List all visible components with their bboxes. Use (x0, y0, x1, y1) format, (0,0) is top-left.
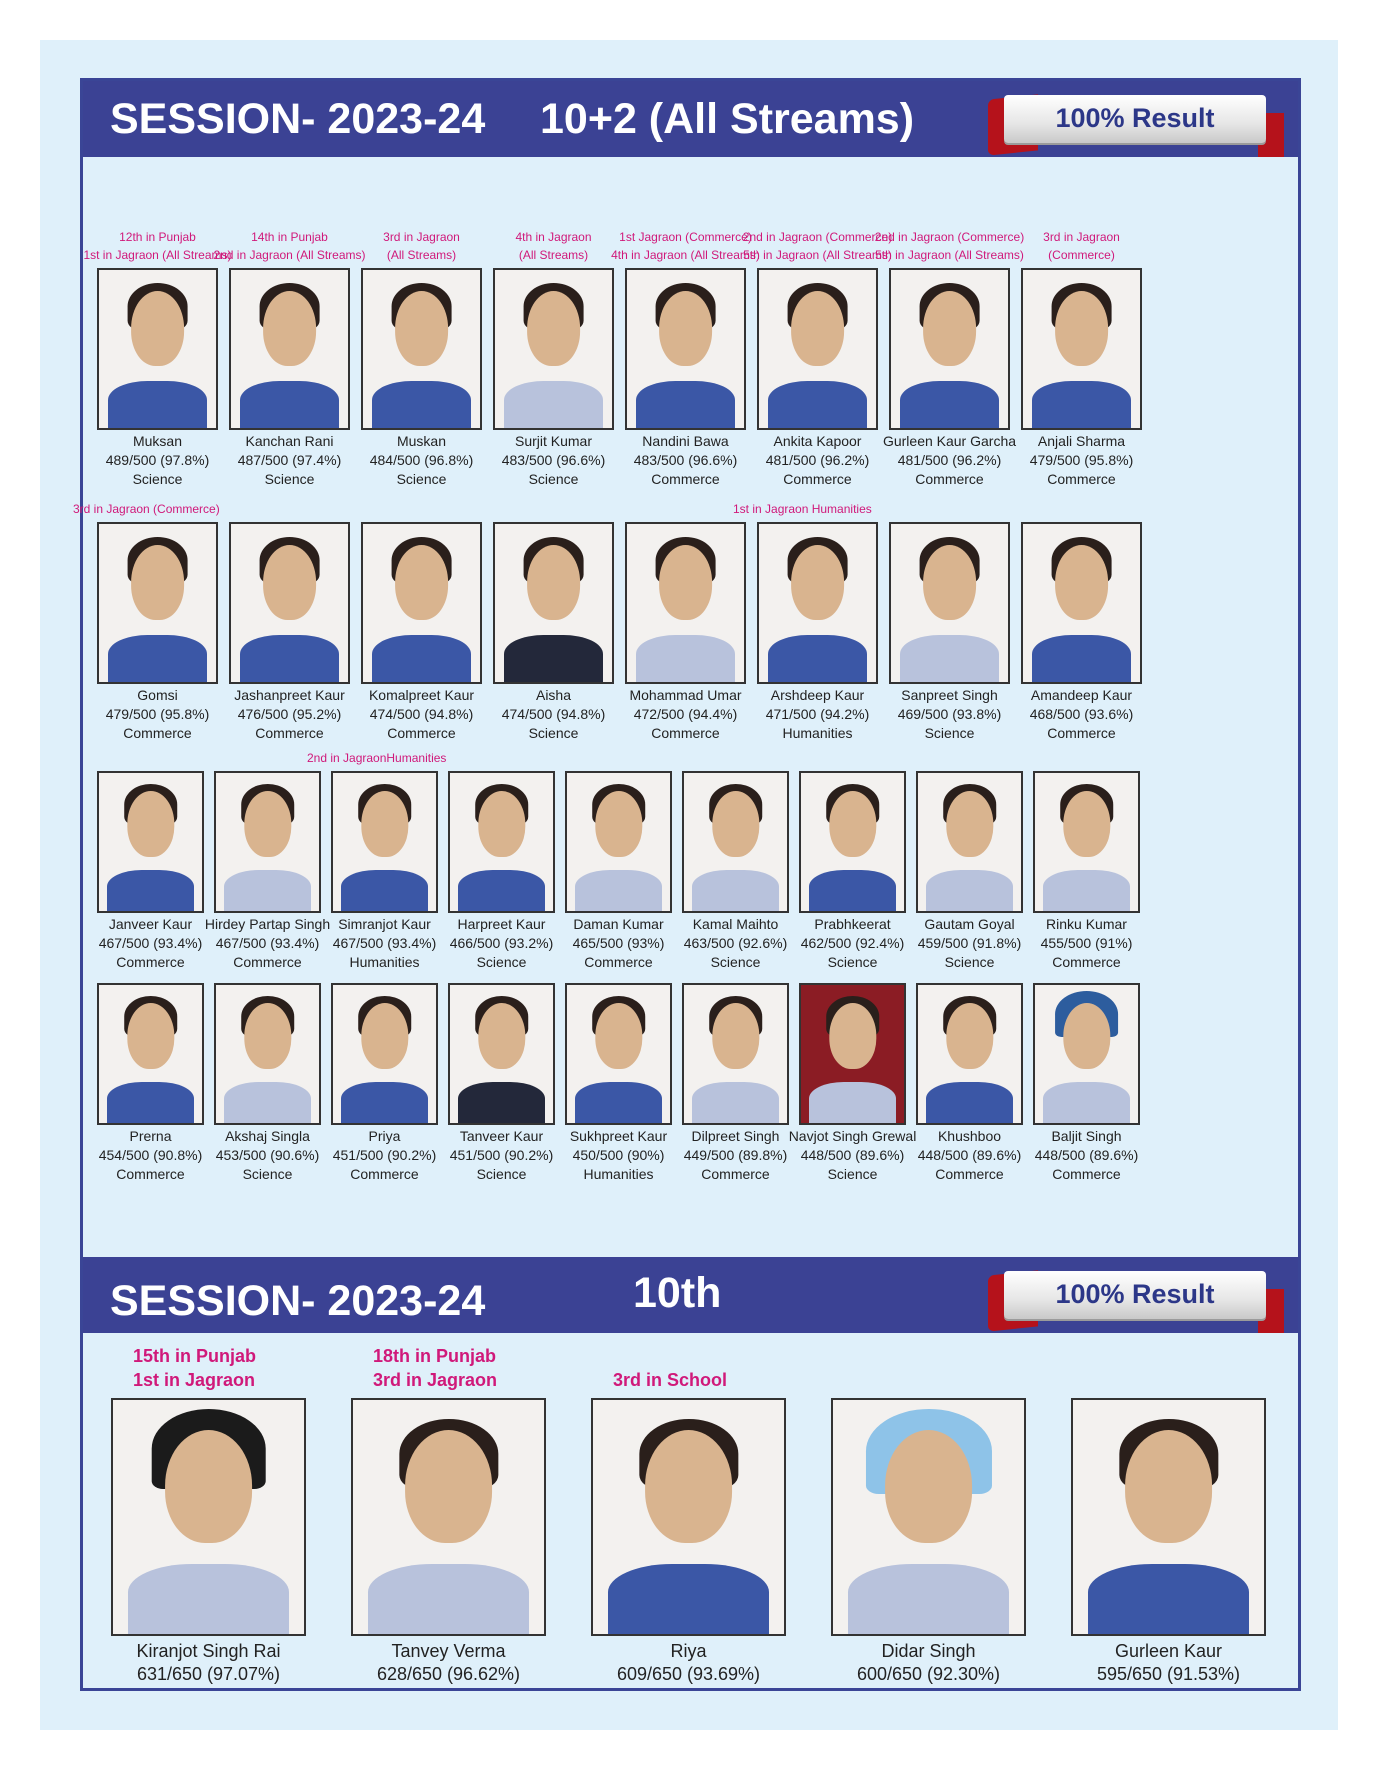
student-name: Kamal Maihto (692, 916, 779, 932)
tenth-student-card (591, 1370, 786, 1684)
student-card (611, 230, 760, 490)
tenth-student-card (351, 1346, 546, 1684)
student-card (788, 983, 917, 1185)
student-photo (916, 983, 1023, 1125)
student-score: 467/500 (93.4%) (98, 935, 203, 951)
student-stream: Commerce (1047, 725, 1116, 741)
student-card (682, 771, 789, 973)
student-info (1008, 915, 1165, 972)
achievement-label: 3rd in Jagraon (Commerce) (73, 502, 220, 516)
student-stream: Commerce (116, 1166, 185, 1182)
student-score: 449/500 (89.8%) (683, 1147, 788, 1163)
senior-class-title: 10+2 (All Streams) (540, 95, 915, 143)
student-name: Khushboo (937, 1128, 1002, 1144)
student-name: Daman Kumar (573, 916, 664, 932)
student-card (682, 983, 789, 1185)
student-card (742, 230, 893, 490)
student-photo (682, 771, 789, 913)
student-card (493, 230, 614, 490)
student-stream: Humanities (782, 725, 853, 741)
student-stream: Commerce (701, 1166, 770, 1182)
student-photo (799, 983, 906, 1125)
student-photo (625, 522, 746, 684)
student-name: Riya (670, 1641, 707, 1661)
achievement-label: 14th in Punjab 2nd in Jagraon (All Streams) (213, 230, 366, 262)
student-info (566, 1640, 811, 1686)
student-card (889, 522, 1010, 744)
senior-result-ribbon (988, 93, 1284, 167)
student-name: Ankita Kapoor (773, 433, 862, 449)
student-stream: Science (528, 725, 579, 741)
student-stream: Science (528, 471, 579, 487)
achievement-label: 18th in Punjab 3rd in Jagraon (373, 1346, 498, 1390)
student-card (307, 751, 447, 973)
student-stream: Science (476, 954, 527, 970)
student-photo (1021, 522, 1142, 684)
student-score: 484/500 (96.8%) (369, 452, 474, 468)
student-name: Gautam Goyal (924, 916, 1015, 932)
student-name: Gomsi (137, 687, 178, 703)
student-name: Sukhpreet Kaur (569, 1128, 668, 1144)
student-stream: Commerce (233, 954, 302, 970)
student-photo (361, 522, 482, 684)
student-photo (97, 268, 218, 430)
achievement-label: 15th in Punjab 1st in Jagraon (133, 1346, 257, 1390)
student-photo (1033, 983, 1140, 1125)
student-stream: Science (710, 954, 761, 970)
student-card (916, 771, 1023, 973)
student-name: Harpreet Kaur (457, 916, 546, 932)
student-info (86, 1640, 331, 1686)
student-photo (214, 771, 321, 913)
student-photo (493, 268, 614, 430)
student-photo (361, 268, 482, 430)
student-photo (565, 771, 672, 913)
tenth-student-card (831, 1398, 1026, 1684)
student-score: 467/500 (93.4%) (215, 935, 320, 951)
student-name: Sanpreet Singh (901, 687, 998, 703)
student-stream: Commerce (387, 725, 456, 741)
student-name: Mohammad Umar (629, 687, 742, 703)
student-stream: Commerce (1052, 954, 1121, 970)
student-score: 450/500 (90%) (572, 1147, 665, 1163)
student-score: 609/650 (93.69%) (616, 1664, 761, 1684)
student-name: Prabhkeerat (814, 916, 891, 932)
student-stream: Commerce (651, 725, 720, 741)
student-name: Gurleen Kaur (1114, 1641, 1223, 1661)
student-name: Baljit Singh (1051, 1128, 1122, 1144)
tenth-section (83, 1333, 1298, 1688)
student-info (996, 432, 1167, 489)
achievement-label: 1st in Jagraon Humanities (733, 502, 872, 516)
student-card (73, 502, 220, 744)
student-score: 469/500 (93.8%) (897, 706, 1002, 722)
student-name: Kiranjot Singh Rai (136, 1641, 281, 1661)
student-stream: Science (924, 725, 975, 741)
student-card (565, 771, 672, 973)
student-photo (331, 771, 438, 913)
student-card (361, 230, 482, 490)
student-photo (97, 771, 204, 913)
student-name: Anjali Sharma (1037, 433, 1126, 449)
student-photo (229, 522, 350, 684)
student-name: Akshaj Singla (225, 1128, 310, 1144)
student-stream: Commerce (350, 1166, 419, 1182)
student-card (874, 230, 1025, 490)
student-stream: Commerce (123, 725, 192, 741)
student-name: Komalpreet Kaur (368, 687, 475, 703)
student-stream: Commerce (1052, 1166, 1121, 1182)
student-score: 474/500 (94.8%) (369, 706, 474, 722)
achievement-label: 12th in Punjab 1st in Jagraon (All Streams) (83, 230, 232, 262)
student-name: Dilpreet Singh (691, 1128, 780, 1144)
student-score: 448/500 (89.6%) (917, 1147, 1022, 1163)
student-photo (682, 983, 789, 1125)
student-score: 462/500 (92.4%) (800, 935, 905, 951)
student-card (1033, 983, 1140, 1185)
student-score: 472/500 (94.4%) (633, 706, 738, 722)
student-name: Aisha (535, 687, 572, 703)
student-name: Muksan (132, 433, 183, 449)
student-score: 595/650 (91.53%) (1096, 1664, 1241, 1684)
student-name: Muskan (396, 433, 447, 449)
student-name: Jashanpreet Kaur (234, 687, 345, 703)
student-stream: Science (476, 1166, 527, 1182)
student-score: 463/500 (92.6%) (683, 935, 788, 951)
student-photo (97, 983, 204, 1125)
student-photo (591, 1398, 786, 1636)
tenth-result-label: 100% Result (1055, 1279, 1215, 1309)
student-photo (625, 268, 746, 430)
student-card (229, 522, 350, 744)
student-score: 483/500 (96.6%) (501, 452, 606, 468)
tenth-session-title: SESSION- 2023-24 (110, 1277, 486, 1325)
student-score: 448/500 (89.6%) (800, 1147, 905, 1163)
student-name: Priya (368, 1128, 401, 1144)
student-stream: Science (396, 471, 447, 487)
student-stream: Commerce (116, 954, 185, 970)
student-stream: Commerce (1047, 471, 1116, 487)
student-stream: Commerce (915, 471, 984, 487)
student-card (733, 502, 878, 744)
student-card (493, 522, 614, 744)
student-card (97, 983, 204, 1185)
student-info (1046, 1640, 1291, 1686)
student-card (448, 983, 555, 1185)
student-card (204, 771, 331, 973)
student-name: Tanveer Kaur (459, 1128, 544, 1144)
student-name: Prerna (129, 1128, 172, 1144)
senior-result-label: 100% Result (1055, 103, 1215, 133)
student-photo (799, 771, 906, 913)
student-score: 467/500 (93.4%) (332, 935, 437, 951)
student-card (213, 230, 366, 490)
student-name: Gurleen Kaur Garcha (882, 433, 1017, 449)
student-score: 487/500 (97.4%) (237, 452, 342, 468)
student-score: 451/500 (90.2%) (332, 1147, 437, 1163)
student-score: 459/500 (91.8%) (917, 935, 1022, 951)
student-stream: Commerce (651, 471, 720, 487)
student-info (806, 1640, 1051, 1686)
student-stream: Commerce (584, 954, 653, 970)
student-photo (831, 1398, 1026, 1636)
student-info (996, 686, 1167, 743)
student-name: Arshdeep Kaur (770, 687, 865, 703)
student-info (326, 1640, 571, 1686)
student-photo (757, 268, 878, 430)
student-card (1033, 771, 1140, 973)
student-card (1021, 230, 1142, 490)
student-score: 483/500 (96.6%) (633, 452, 738, 468)
student-score: 465/500 (93%) (572, 935, 665, 951)
student-stream: Humanities (349, 954, 420, 970)
student-score: 479/500 (95.8%) (105, 706, 210, 722)
tenth-class-title: 10th (633, 1269, 722, 1317)
student-card (625, 522, 746, 744)
student-stream: Commerce (255, 725, 324, 741)
achievement-label: 2nd in JagraonHumanities (307, 751, 447, 765)
student-card (214, 983, 321, 1185)
student-score: 471/500 (94.2%) (765, 706, 870, 722)
student-stream: Science (944, 954, 995, 970)
student-photo (351, 1398, 546, 1636)
student-score: 453/500 (90.6%) (215, 1147, 320, 1163)
student-name: Didar Singh (881, 1641, 976, 1661)
student-score: 474/500 (94.8%) (501, 706, 606, 722)
student-card (799, 771, 906, 973)
results-frame (73, 78, 1301, 1691)
tenth-student-card (1071, 1398, 1266, 1684)
student-score: 481/500 (96.2%) (765, 452, 870, 468)
student-photo (916, 771, 1023, 913)
student-card (331, 983, 438, 1185)
student-score: 468/500 (93.6%) (1029, 706, 1134, 722)
senior-section (73, 157, 1298, 1257)
student-name: Surjit Kumar (514, 433, 593, 449)
tenth-student-card (111, 1346, 306, 1684)
achievement-label: 2nd in Jagraon (Commerce) 5th in Jagraon (All Streams) (742, 230, 893, 262)
student-card (1021, 522, 1142, 744)
student-stream: Humanities (583, 1166, 654, 1182)
student-name: Rinku Kumar (1046, 916, 1127, 932)
student-score: 479/500 (95.8%) (1029, 452, 1134, 468)
student-name: Nandini Bawa (642, 433, 729, 449)
student-photo (214, 983, 321, 1125)
student-score: 451/500 (90.2%) (449, 1147, 554, 1163)
student-score: 466/500 (93.2%) (449, 935, 554, 951)
student-photo (111, 1398, 306, 1636)
student-stream: Commerce (935, 1166, 1004, 1182)
student-stream: Science (827, 1166, 878, 1182)
student-photo (889, 268, 1010, 430)
student-stream: Science (242, 1166, 293, 1182)
student-name: Tanvey Verma (391, 1641, 506, 1661)
achievement-label: 3rd in Jagraon (Commerce) (1043, 230, 1120, 262)
student-photo (448, 771, 555, 913)
student-score: 600/650 (92.30%) (856, 1664, 1001, 1684)
student-photo (448, 983, 555, 1125)
student-name: Amandeep Kaur (1030, 687, 1133, 703)
student-name: Simranjot Kaur (338, 916, 431, 932)
student-photo (565, 983, 672, 1125)
student-name: Janveer Kaur (108, 916, 193, 932)
student-score: 631/650 (97.07%) (136, 1664, 281, 1684)
student-name: Navjot Singh Grewal (788, 1128, 917, 1144)
achievement-label: 2nd in Jagraon (Commerce) 5th in Jagraon (All Streams) (874, 230, 1025, 262)
student-score: 628/650 (96.62%) (376, 1664, 521, 1684)
student-card (83, 230, 232, 490)
achievement-label: 3rd in School (613, 1370, 728, 1390)
student-card (361, 522, 482, 744)
student-card (565, 983, 672, 1185)
achievement-label: 4th in Jagraon (All Streams) (515, 230, 592, 262)
student-stream: Science (264, 471, 315, 487)
student-score: 455/500 (91%) (1040, 935, 1133, 951)
student-score: 489/500 (97.8%) (105, 452, 210, 468)
student-score: 481/500 (96.2%) (897, 452, 1002, 468)
student-photo (1071, 1398, 1266, 1636)
student-photo (331, 983, 438, 1125)
student-card (916, 983, 1023, 1185)
student-photo (97, 522, 218, 684)
student-stream: Commerce (783, 471, 852, 487)
student-name: Kanchan Rani (245, 433, 334, 449)
student-score: 454/500 (90.8%) (98, 1147, 203, 1163)
student-photo (1033, 771, 1140, 913)
student-photo (493, 522, 614, 684)
student-card (97, 771, 204, 973)
student-photo (757, 522, 878, 684)
student-stream: Science (132, 471, 183, 487)
student-info (1008, 1127, 1165, 1184)
achievement-label: 3rd in Jagraon (All Streams) (383, 230, 460, 262)
student-score: 448/500 (89.6%) (1034, 1147, 1139, 1163)
student-stream: Science (827, 954, 878, 970)
student-card (448, 771, 555, 973)
tenth-result-ribbon (988, 1269, 1284, 1343)
student-photo (229, 268, 350, 430)
student-photo (889, 522, 1010, 684)
student-score: 476/500 (95.2%) (237, 706, 342, 722)
achievement-label: 1st Jagraon (Commerce) 4th in Jagraon (All Streams) (611, 230, 760, 262)
senior-session-title: SESSION- 2023-24 (110, 95, 486, 143)
student-name: Hirdey Partap Singh (204, 916, 331, 932)
student-photo (1021, 268, 1142, 430)
